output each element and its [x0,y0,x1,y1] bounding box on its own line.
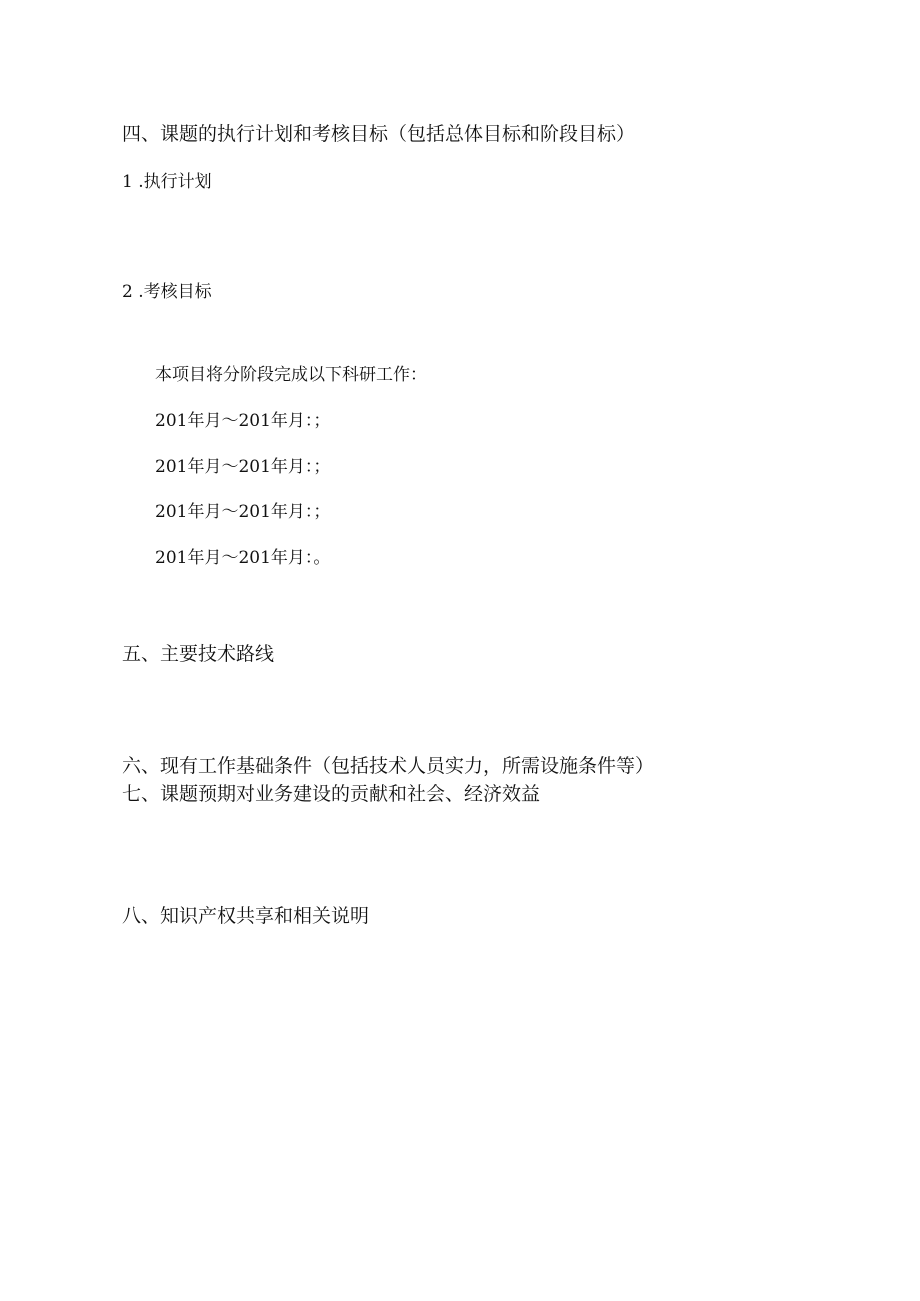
section-6-heading: 六、现有工作基础条件（包括技术人员实力，所需设施条件等） [122,755,655,777]
section-4-heading: 四、课题的执行计划和考核目标（包括总体目标和阶段目标） [122,123,636,145]
section-8-heading: 八、知识产权共享和相关说明 [122,905,370,927]
section-7-heading: 七、课题预期对业务建设的贡献和社会、经济效益 [122,783,541,805]
stage-line-2: 201年月～201年月：； [155,457,331,477]
stage-line-1: 201年月～201年月：； [155,411,331,431]
section-5-heading: 五、主要技术路线 [122,643,275,665]
stage-line-4: 201年月～201年月：。 [155,548,331,568]
stage-line-3: 201年月～201年月：； [155,502,331,522]
assessment-goal-subheading: 2 .考核目标 [122,282,212,302]
stage-intro-text: 本项目将分阶段完成以下科研工作： [155,365,427,385]
execution-plan-subheading: 1 .执行计划 [122,172,212,192]
